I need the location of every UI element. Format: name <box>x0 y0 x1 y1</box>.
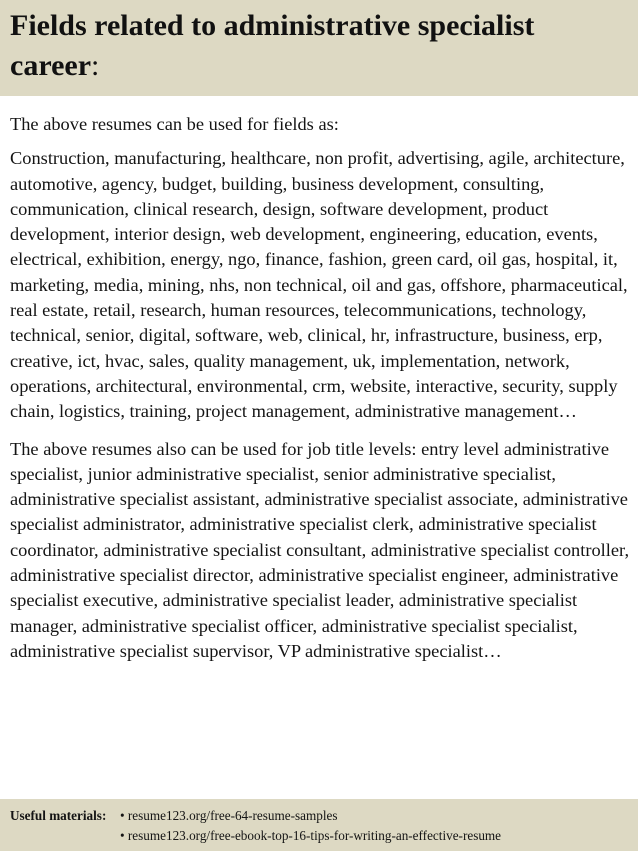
resume-samples-link[interactable]: • resume123.org/free-64-resume-samples <box>120 808 338 823</box>
useful-materials <box>10 806 501 846</box>
fields-list-paragraph: Construction, manufacturing, healthcare, non profit, advertising, agile, architecture, automotive, agency, budget, building, business development, consulting, communication, clinical research, design, software development, product development, interior design, web development, engineering, education, events, electrical, exhibition, energy, ngo, finance, fashion, green card, oil gas, hospital, it, marketing, media, mining, nhs, non technical, oil and gas, offshore, pharmaceutical, real estate, retail, research, human resources, telecommunications, technology, technical, senior, digital, software, web, clinical, hr, infrastructure, business, erp, creative, ict, hvac, sales, quality management, uk, implementation, network, operations, architectural, environmental, crm, website, interactive, security, supply chain, logistics, training, project management, administrative management… <box>10 148 628 422</box>
main-content <box>10 112 634 664</box>
useful-materials-label-colon: : <box>101 808 107 823</box>
intro-text: The above resumes can be used for fields as: <box>10 114 339 134</box>
footer-band <box>0 799 638 851</box>
header-band <box>0 0 638 96</box>
footer-row-1 <box>10 806 501 826</box>
useful-materials-label <box>10 806 120 826</box>
useful-materials-label-text: Useful materials <box>10 808 102 823</box>
ebook-tips-link[interactable]: • resume123.org/free-ebook-top-16-tips-for-writing-an-effective-resume <box>120 828 502 843</box>
footer-row-2 <box>10 826 501 846</box>
job-levels-paragraph: The above resumes also can be used for job title levels: entry level administrative specialist, junior administrative specialist, senior administrative specialist, administrative specialist assistant, administrative specialist associate, administrative specialist administrator, administrative specialist clerk, administrative specialist coordinator, administrative specialist consultant, administrative specialist controller, administrative specialist director, administrative specialist engineer, administrative specialist executive, administrative specialist leader, administrative specialist manager, administrative specialist officer, administrative specialist specialist, administrative specialist supervisor, VP administrative specialist… <box>10 438 630 661</box>
page-title-text: Fields related to administrative specialist career <box>10 9 535 82</box>
page-title-colon: : <box>91 49 100 82</box>
page-title <box>10 6 630 86</box>
